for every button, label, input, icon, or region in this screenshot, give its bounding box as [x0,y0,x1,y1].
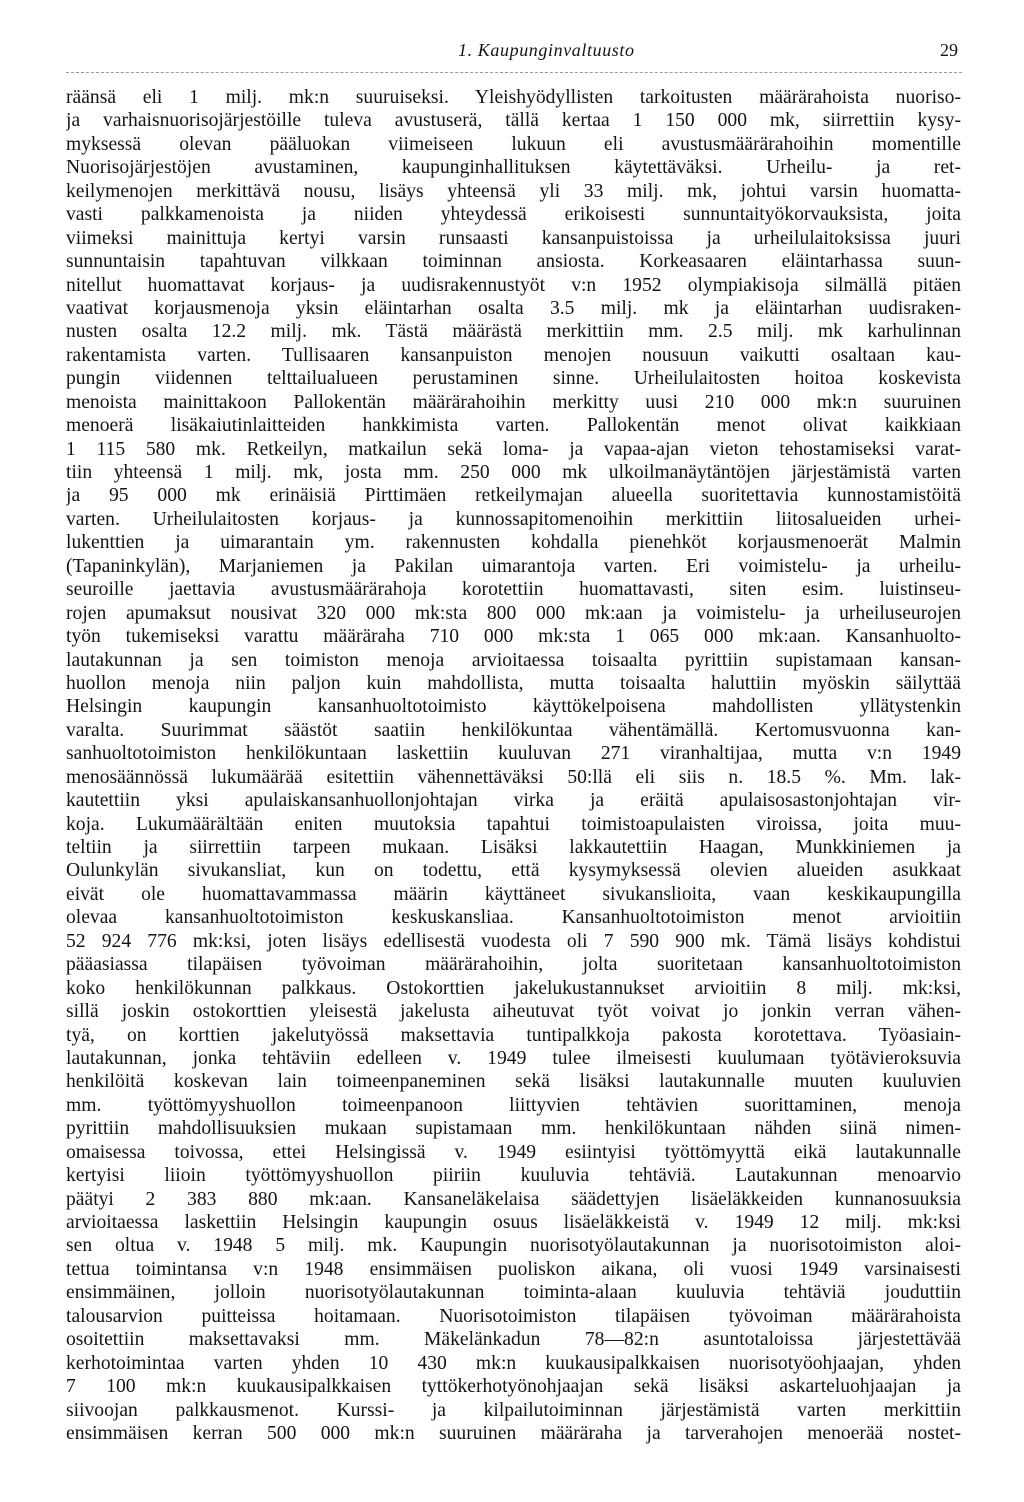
text-line: (Tapaninkylän), Marjaniemen ja Pakilan uimarantoja varten. Eri voimistelu- ja urheilu- [66,555,961,577]
text-line: koja. Lukumäärältään eniten muutoksia tapahtui toimistoapulaisten viroissa, joita muu- [66,813,961,835]
text-line: Helsingin kaupungin kansanhuoltotoimisto käyttökelpoisena mahdollisten yllätystenkin [66,696,961,718]
text-line: menosäännössä lukumäärää esitettiin vähennettäväksi 50:llä eli siis n. 18.5 %. Mm. lak- [66,766,961,788]
text-line: arvioitaessa laskettiin Helsingin kaupungin osuus lisäeläkkeistä v. 1949 12 milj. mk:ksi [66,1212,961,1233]
text-line: teltiin ja siirrettiin tarpeen mukaan. Lisäksi lakkautettiin Haagan, Munkkiniemen ja [66,837,961,858]
text-line: lautakunnan, jonka tehtäviin edelleen v. 1949 tulee ilmeisesti kuulumaan työtävieroksuvia [66,1047,961,1069]
text-line: ensimmäisen kerran 500 000 mk:n suuruinen määräraha ja tarverahojen menoerää nostet- [66,1422,961,1444]
text-line: kautettiin yksi apulaiskansanhuollonjohtajan virka ja eräitä apulaisosastonjohtajan vir- [66,790,961,812]
text-line: kertyisi liioin työttömyyshuollon piiriin kuuluvia tehtäviä. Lautakunnan menoarvio [66,1165,961,1187]
text-line: sillä joskin ostokorttien yleisestä jakelusta aiheutuvat työt voivat jo jonkin verran vähen- [66,1001,961,1023]
text-line: mm. työttömyyshuollon toimeenpanoon liittyvien tehtävien suorittaminen, menoja [66,1094,961,1116]
text-line: varalta. Suurimmat säästöt saatiin henkilökuntaa vähentämällä. Kertomusvuonna kan- [66,719,961,741]
text-line: viimeksi mainittuja kertyi varsin runsaasti kansanpuistoissa ja urheilulaitoksissa juuri [66,227,961,249]
text-line: huollon menoja niin paljon kuin mahdollista, mutta toisaalta haluttiin myöskin säilyttää [66,672,961,694]
text-line: räänsä eli 1 milj. mk:n suuruiseksi. Yleishyödyllisten tarkoitusten määrärahoista nuoriso- [66,87,961,108]
text-line: sunnuntaisin tapahtuvan vilkkaan toiminnan ansiosta. Korkeasaaren eläintarhassa suun- [66,251,961,273]
text-line: ja varhaisnuorisojärjestöille tuleva avustuserä, tällä kertaa 1 150 000 mk, siirrettiin kysy- [66,110,961,132]
text-line: päätyi 2 383 880 mk:aan. Kansaneläkelaisa säädettyjen lisäeläkkeiden kunnanosuuksia [66,1188,961,1210]
text-line: tyä, on korttien jakelutyössä maksettavia tuntipalkkoja pakosta korotettava. Työasiain- [66,1024,961,1046]
running-head-title: 1. Kaupunginvaltuusto [458,40,635,60]
text-line: myksessä olevan pääluokan viimeiseen lukuun eli avustusmäärärahoihin momentille [66,133,961,155]
text-line: lautakunnan ja sen toimiston menoja arvioitaessa toisaalta pyrittiin supistamaan kansan- [66,649,961,671]
text-line: osoitettiin maksettavaksi mm. Mäkelänkadun 78—82:n asuntotaloissa järjestettävää [66,1329,961,1351]
text-line: henkilöitä koskevan lain toimeenpaneminen sekä lisäksi lautakunnalle muuten kuuluvien [66,1071,961,1093]
text-line: sen oltua v. 1948 5 milj. mk. Kaupungin nuorisotyölautakunnan ja nuorisotoimiston aloi- [66,1235,961,1257]
text-line: 52 924 776 mk:ksi, joten lisäys edellisestä vuodesta oli 7 590 900 mk. Tämä lisäys kohdistui [66,930,961,952]
text-line: menoista mainittakoon Pallokentän määrärahoihin merkitty uusi 210 000 mk:n suuruinen [66,391,961,413]
text-line: talousarvion puitteissa hoitamaan. Nuorisotoimiston tilapäisen työvoiman määrärahoista [66,1305,961,1327]
text-line: omaisessa toivossa, ettei Helsingissä v. 1949 esiintyisi työttömyyttä eikä lautakunnalle [66,1141,961,1163]
text-line: menoerä lisäkaiutinlaitteiden hankkimista varten. Pallokentän menot olivat kaikkiaan [66,415,961,437]
text-line: kerhotoimintaa varten yhden 10 430 mk:n kuukausipalkkaisen nuorisotyöohjaajan, yhden [66,1352,961,1374]
text-line: ensimmäinen, jolloin nuorisotyölautakunnan toiminta-alaan kuuluvia tehtäviä jouduttiin [66,1282,961,1304]
text-line: työn tukemiseksi varattu määräraha 710 000 mk:sta 1 065 000 mk:aan. Kansanhuolto- [66,626,961,648]
text-line: varten. Urheilulaitosten korjaus- ja kunnossapitomenoihin merkittiin liitosalueiden urhei- [66,508,961,530]
text-line: olevaa kansanhuoltotoimiston keskuskansliaa. Kansanhuoltotoimiston menot arvioitiin [66,907,961,929]
text-line: vaativat korjausmenoja yksin eläintarhan osalta 3.5 milj. mk ja eläintarhan uudisraken- [66,297,961,319]
text-line: pungin viidennen telttailualueen perustaminen sinne. Urheilulaitosten hoitoa koskevista [66,368,961,390]
text-line: ja 95 000 mk erinäisiä Pirttimäen retkeilymajan alueella suoritettavia kunnostamistöitä [66,485,961,507]
header-rule [66,72,962,73]
text-line: Nuorisojärjestöjen avustaminen, kaupunginhallituksen käytettäväksi. Urheilu- ja ret- [66,157,961,179]
text-line: pääasiassa tilapäisen työvoiman määrärahoihin, jolta suoritetaan kansanhuoltotoimiston [66,954,961,976]
text-line: siivoojan palkkausmenot. Kurssi- ja kilpailutoiminnan järjestämistä varten merkittiin [66,1399,961,1421]
text-line: sanhuoltotoimiston henkilökuntaan laskettiin kuuluvan 271 viranhaltijaa, mutta v:n 1949 [66,743,961,765]
text-line: rakentamista varten. Tullisaaren kansanpuiston menojen nousuun vaikutti osaltaan kau- [66,344,961,366]
running-header [66,40,962,66]
text-line: vasti palkkamenoista ja niiden yhteydessä erikoisesti sunnuntaityökorvauksista, joita [66,204,961,226]
page-number: 29 [940,40,958,60]
body-paragraph [66,86,961,1445]
text-line: tiin yhteensä 1 milj. mk, josta mm. 250 000 mk ulkoilmanäytäntöjen järjestämistä varten [66,462,961,483]
text-line: tettua toimintansa v:n 1948 ensimmäisen puoliskon aikana, oli vuosi 1949 varsinaisesti [66,1258,961,1280]
text-line: seuroille jaettavia avustusmäärärahoja korotettiin huomattavasti, siten esim. luistinseu- [66,579,961,601]
text-line: 1 115 580 mk. Retkeilyn, matkailun sekä loma- ja vapaa-ajan vieton tehostamiseksi varat- [66,438,961,460]
text-line: Oulunkylän sivukansliat, kun on todettu, että kysymyksessä olevien alueiden asukkaat [66,860,961,882]
text-line: rojen apumaksut nousivat 320 000 mk:sta 800 000 mk:aan ja voimistelu- ja urheiluseurojen [66,602,961,624]
text-line: eivät ole huomattavammassa määrin käyttäneet sivukanslioita, vaan keskikaupungilla [66,883,961,905]
text-line: keilymenojen merkittävä nousu, lisäys yhteensä yli 33 milj. mk, johtui varsin huomatta- [66,180,961,202]
text-line: 7 100 mk:n kuukausipalkkaisen tyttökerhotyönohjaajan sekä lisäksi askarteluohjaajan ja [66,1376,961,1398]
text-line: nitellut huomattavat korjaus- ja uudisrakennustyöt v:n 1952 olympiakisoja silmällä pitäen [66,274,961,296]
text-line: pyrittiin mahdollisuuksien mukaan supistamaan mm. henkilökuntaan nähden siinä nimen- [66,1118,961,1140]
text-line: lukenttien ja uimarantain ym. rakennusten kohdalla pienehköt korjausmenoerät Malmin [66,532,961,554]
text-line: koko henkilökunnan palkkaus. Ostokorttien jakelukustannukset arvioitiin 8 milj. mk:ksi, [66,977,961,999]
text-line: nusten osalta 12.2 milj. mk. Tästä määrästä merkittiin mm. 2.5 milj. mk karhulinnan [66,321,961,343]
